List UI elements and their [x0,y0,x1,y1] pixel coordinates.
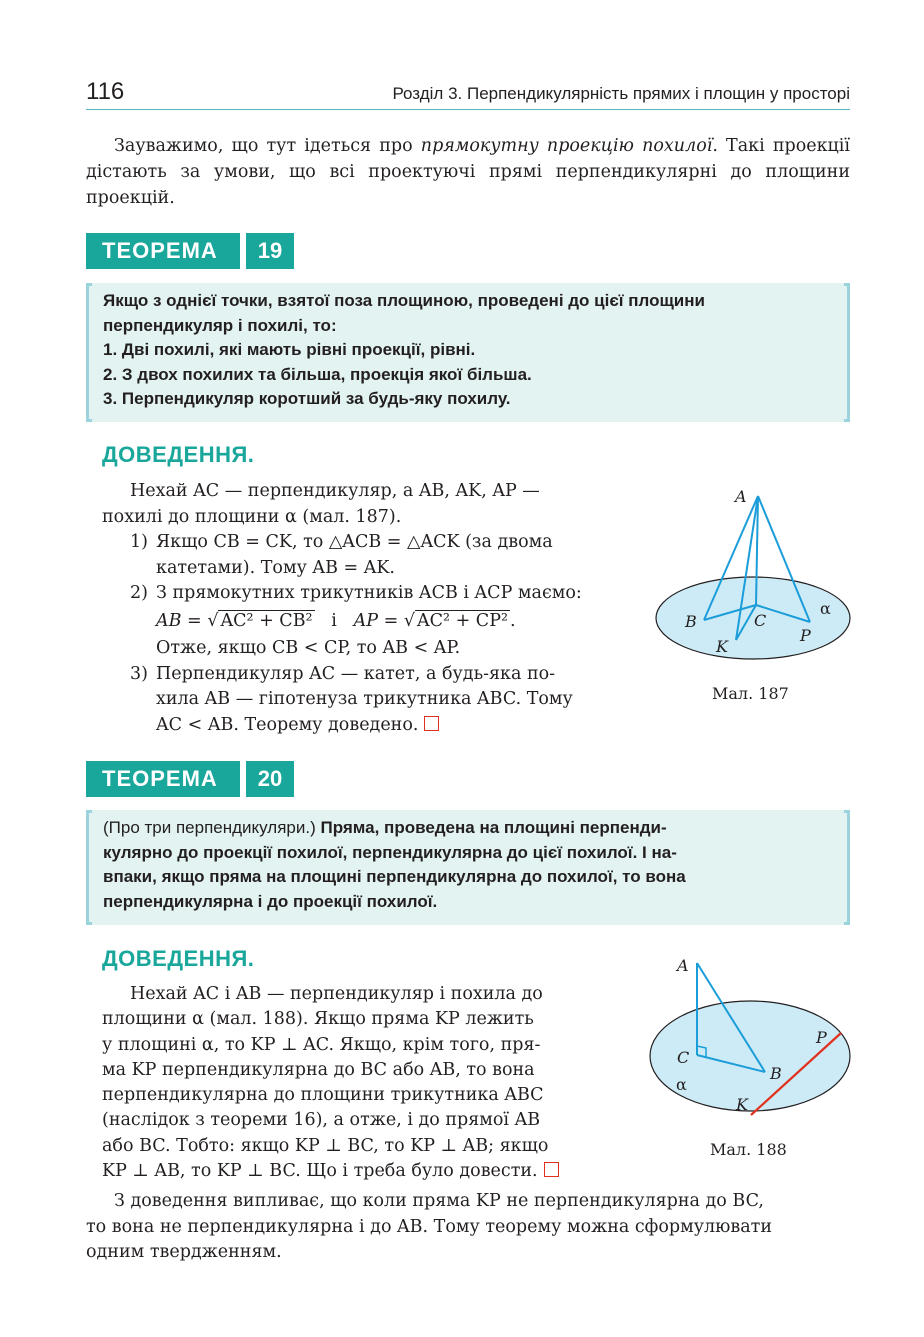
label-K: K [716,637,728,656]
intro-italic: прямокутну проекцію похилої [420,136,713,156]
label-A: A [677,956,689,975]
sqrt-acp: AC² + CP² [416,610,508,631]
theorem-20-label: ТЕОРЕМА [86,761,240,797]
theorem-19-statement: Якщо з однієї точки, взятої поза площиною, проведені до цієї площини перпендикуляр і похилі, то: 1. Дві похилі, які мають рівні проекції, рівні. 2. З двох похилих та більша, проекція якої більша. 3. Перпендикуляр коротший за будь-яку похилу. [86,283,850,422]
label-B: B [685,612,697,631]
label-B: B [770,1064,782,1083]
theorem-19-label: ТЕОРЕМА [86,233,240,269]
figure-187 [650,480,860,670]
figure-187-caption: Мал. 187 [712,684,789,703]
figure-188 [648,950,858,1130]
header-divider [86,109,850,110]
qed-square-icon [424,716,439,731]
theorem-19-item: 1. Дві похилі, які мають рівні проекції, рівні. [103,340,476,359]
page-number: 116 [86,78,125,105]
theorem-20-number: 20 [246,761,294,797]
label-A: A [735,487,747,506]
intro-paragraph: Зауважимо, що тут ідеться про прямокутну проекцію похилої. Такі проекції дістають за умови, що всі проектуючі прямі перпендикулярні до площини проекцій. [86,136,850,208]
proof-19-step-3: 3) Перпендикуляр AC — катет, а будь-яка по- хила AB — гіпотенуза трикутника ABC. Тому AC < AB. Теорему доведено. [130,663,573,735]
proof-20-heading: ДОВЕДЕННЯ. [102,946,255,971]
theorem-20-statement: (Про три перпендикуляри.) Пряма, проведена на площині перпенди- кулярно до проекції похилої, перпендикулярна до цієї похилої. І на- впаки, якщо пряма на площині перпендикулярна до похилої, то вона перпендикулярна і до проекції похилої. [86,810,850,925]
figure-188-caption: Мал. 188 [710,1140,787,1159]
proof-19-step-2: 2) З прямокутних трикутників ACB і ACP маємо: AB = √ AC² + CB² і AP = √ AC² + CP² . Отже, якщо CB < CP, то AB < AP. [130,581,622,662]
pythagoras-formulas: AB = √ AC² + CB² і AP = √ AC² + CP² . [156,610,516,631]
outro-paragraph: З доведення випливає, що коли пряма KP не перпендикулярна до BC, то вона не перпендикулярна і до AB. Тому теорему можна сформулювати одним твердженням. [86,1191,772,1262]
theorem-19-number: 19 [246,233,294,269]
proof-19-step-1: 1) Якщо CB = CK, то △ACB = △ACK (за двома катетами). Тому AB = AK. [130,532,553,578]
label-K: K [736,1095,748,1114]
proof-19-heading: ДОВЕДЕННЯ. [102,442,255,467]
sqrt-acb: AC² + CB² [220,610,313,631]
label-alpha: α [820,599,831,618]
label-alpha: α [676,1075,687,1094]
chapter-title: Розділ 3. Перпендикулярність прямих і площин у просторі [392,84,850,103]
qed-square-icon [544,1162,559,1177]
theorem-19-item: 3. Перпендикуляр коротший за будь-яку похилу. [103,389,511,408]
label-P: P [816,1028,827,1047]
proof-20-body: Нехай AC і AB — перпендикуляр і похила до площини α (мал. 188). Якщо пряма KP лежить у площині α, то KP ⊥ AC. Якщо, крім того, пря- ма KP перпендикулярна до BC або AB, то вона перпендикулярна до площини трикутника ABC (наслідок з теореми 16), а отже, і до прямої AB або BC. Тобто: якщо KP ⊥ BC, то KP ⊥ AB; якщо KP ⊥ AB, то KP ⊥ BC. Що і треба було довести. [102,982,618,1184]
proof-19-body: Нехай AC — перпендикуляр, а AB, AK, AP — похилі до площини α (мал. 187). 1) Якщо CB = CK, то △ACB = △ACK (за двома катетами). Тому AB = AK. 2) З прямокутних трикутників ACB і ACP маємо: AB = √ AC² + CB² і AP = √ AC² + CP² . Отже, якщо CB < CP, то AB < AP. 3) Перпендикуляр AC — катет, а будь-яка по- хила AB — гіпотенуза трикутника ABC. Тому AC < AB. Теорему доведено. [102,479,622,738]
theorem-19-item: 2. З двох похилих та більша, проекція якої більша. [103,364,532,384]
label-C: C [754,611,767,630]
label-C: C [677,1048,690,1067]
label-P: P [800,626,811,645]
